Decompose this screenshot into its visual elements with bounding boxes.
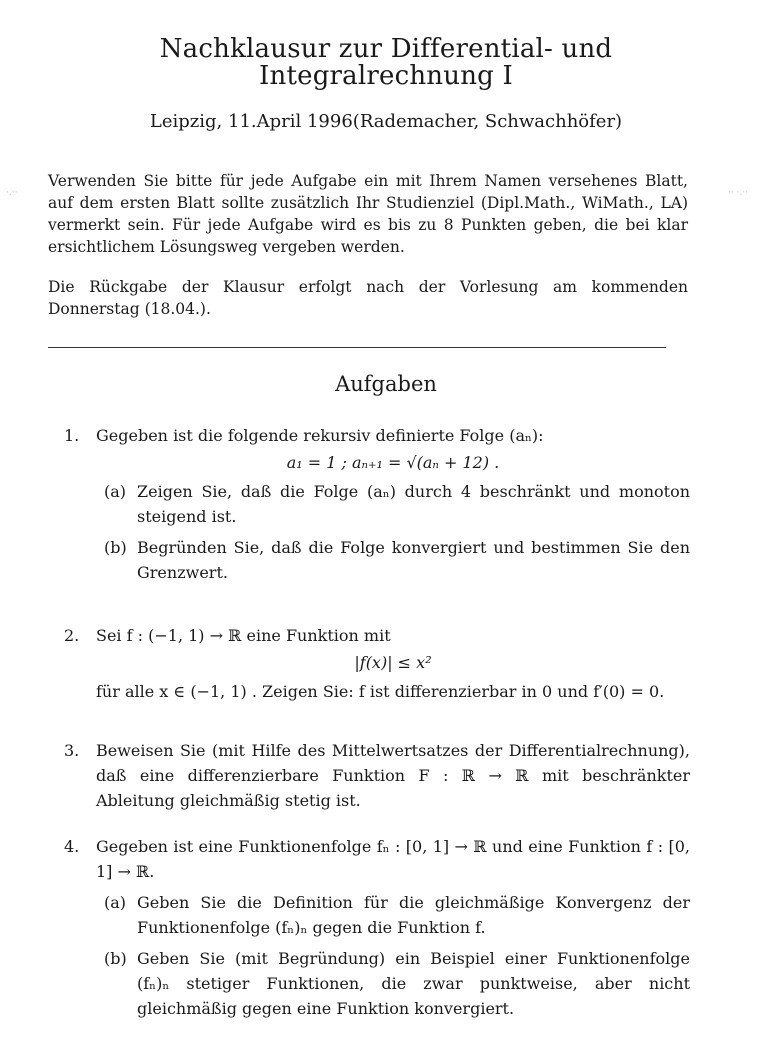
subpart-text: Begründen Sie, daß die Folge konvergiert und bestimmen Sie den Grenzwert.	[137, 538, 690, 582]
problem-3	[64, 738, 690, 813]
problem-text: Gegeben ist die folgende rekursiv definierte Folge (aₙ):	[96, 426, 544, 445]
subpart-a	[104, 479, 690, 529]
problem-number: 4.	[64, 837, 80, 856]
horizontal-divider	[48, 347, 666, 348]
subpart-a	[104, 890, 690, 940]
problem-text-continued: für alle x ∈ (−1, 1) . Zeigen Sie: f ist differenzierbar in 0 und f′(0) = 0.	[96, 682, 665, 701]
problem-text: Sei f : (−1, 1) → ℝ eine Funktion mit	[96, 626, 391, 645]
subpart-label: (b)	[104, 538, 127, 557]
problem-1	[64, 423, 690, 585]
subpart-text: Geben Sie (mit Begründung) ein Beispiel einer Funktionenfolge (fₙ)ₙ stetiger Funktionen, die zwar punktweise, aber nicht gleichmäßig gegen eine Funktion konvergiert.	[137, 949, 690, 1018]
problem-number: 1.	[64, 426, 80, 445]
subpart-label: (a)	[104, 482, 127, 501]
scan-artifact-right: ·· ·.··	[728, 188, 749, 198]
problem-formula: a₁ = 1 ; aₙ₊₁ = √(aₙ + 12) .	[286, 453, 500, 472]
section-title: Aufgaben	[335, 372, 437, 396]
scan-artifact-left: ·.··	[6, 188, 18, 198]
problem-text: Gegeben ist eine Funktionenfolge fₙ : [0, 1] → ℝ und eine Funktion f : [0, 1] → ℝ.	[96, 837, 690, 881]
intro-paragraph-2: Die Rückgabe der Klausur erfolgt nach der Vorlesung am kommenden Donnerstag (18.04.).	[48, 278, 688, 318]
problem-4	[64, 834, 690, 1021]
exam-subtitle: Leipzig, 11.April 1996(Rademacher, Schwachhöfer)	[149, 111, 623, 132]
problem-2	[64, 623, 690, 704]
problem-number: 3.	[64, 741, 80, 760]
title-line-1: Nachklausur zur Differential- und	[159, 34, 613, 64]
subpart-label: (b)	[104, 949, 127, 968]
problem-formula: |f(x)| ≤ x²	[354, 653, 432, 672]
problem-text: Beweisen Sie (mit Hilfe des Mittelwertsatzes der Differentialrechnung), daß eine differenzierbare Funktion F : ℝ → ℝ mit beschränkter Ableitung gleichmäßig stetig ist.	[96, 741, 690, 810]
subpart-text: Zeigen Sie, daß die Folge (aₙ) durch 4 beschränkt und monoton steigend ist.	[137, 482, 690, 526]
subpart-label: (a)	[104, 893, 127, 912]
subpart-text: Geben Sie die Definition für die gleichmäßige Konvergenz der Funktionenfolge (fₙ)ₙ gegen die Funktion f.	[137, 893, 690, 937]
problem-number: 2.	[64, 626, 80, 645]
subpart-b	[104, 535, 690, 585]
intro-paragraph-1: Verwenden Sie bitte für jede Aufgabe ein mit Ihrem Namen versehenes Blatt, auf dem ersten Blatt sollte zusätzlich Ihr Studienziel (Dipl.Math., WiMath., LA) vermerkt sein. Für jede Aufgabe wird es bis zu 8 Punkten geben, die bei klar ersichtlichem Lösungsweg vergeben werden.	[48, 172, 688, 256]
subpart-b	[104, 946, 690, 1021]
title-line-2: Integralrechnung I	[259, 61, 513, 91]
